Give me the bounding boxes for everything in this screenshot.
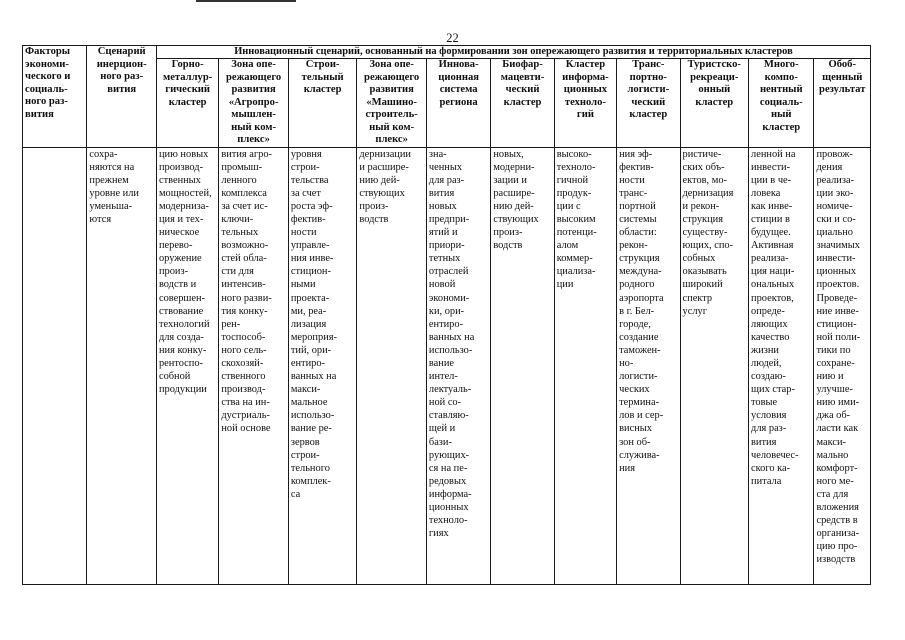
header-factors: Факторы экономи- ческого и социаль- ного раз- вития — [23, 46, 87, 148]
header-agro-industrial-zone: Зона опе- режающего развития «Агропро- мышлен- ный ком- плекс» — [219, 59, 289, 148]
header-construction-cluster: Строи- тельный кластер — [288, 59, 357, 148]
table-cell-it: высоко- техноло- гичной продук- ции с высоким потенци- алом коммер- циализа- ции — [554, 147, 616, 584]
header-machine-building-zone: Зона опе- режающего развития «Машино- строитель- ный ком- плекс» — [357, 59, 427, 148]
table-row — [23, 147, 871, 584]
top-rule — [196, 0, 296, 2]
table-cell-inertial: сохра- няются на прежнем уровне или уменьша- ются — [87, 147, 157, 584]
header-innovation-scenario: Инновационный сценарий, основанный на формировании зон опережающего развития и территориальных кластеров — [156, 46, 870, 59]
table-cell-tourism: ристиче- ских объ- ектов, мо- дернизация и рекон- струкция существу- ющих, спо- собных оказывать широкий спектр услуг — [680, 147, 749, 584]
table-cell-biopharma: новых, модерни- зации и расшире- нию дей- ствующих произ- водств — [491, 147, 554, 584]
table-cell-machine-building: дернизации и расшире- нию дей- ствующих произ- водств — [357, 147, 427, 584]
table-cell-innovation: зна- ченных для раз- вития новых предпри- ятий и приори- тетных отраслей новой экономи- ки, ори- ентиро- ванных на использо- вание интел- лектуаль- ной со- ставляю- щей и бази- рующих- ся на пе- редовых информа- ционных техноло- гиях — [426, 147, 490, 584]
table-cell-agro: вития агро- промыш- ленного комплекса за счет ис- ключи- тельных возможно- стей обла- сти для интенсив- ного разви- тия конку- рен- тоспособ- ного сель- скохозяй- ственного производ- ства на ин- дустриаль- ной основе — [219, 147, 289, 584]
header-biopharma-cluster: Биофар- мацевти- ческий кластер — [491, 59, 554, 148]
header-social-cluster: Много- компо- нентный социаль- ный кластер — [749, 59, 814, 148]
table-cell-transport: ния эф- фектив- ности транс- портной системы области: рекон- струкция междуна- родного аэропорта в г. Бел- городе, создание таможен- но- логисти- ческих термина- лов и сер- висных зон об- служива- ния — [617, 147, 680, 584]
table-cell-result: провож- дения реализа- ции эко- номиче- ски и со- циально значимых инвести- ционных проектов. Проведе- ние инве- стицион- ной поли- тики по сохране- нию и улучше- нию ими- джа об- ласти как макси- мально комфорт- ного ме- ста для вложения средств в организа- цию про- изводств — [814, 147, 871, 584]
header-transport-logistics-cluster: Транс- портно- логисти- ческий кластер — [617, 59, 680, 148]
table-cell-construction: уровня строи- тельства за счет роста эф- фектив- ности управле- ния инве- стицион- ными проекта- ми, реа- лизация мероприя- тий, ори- ентиро- ванных на макси- мальное использо- вание ре- зервов строи- тельного комплек- са — [288, 147, 357, 584]
header-generalized-result: Обоб- щенный результат — [814, 59, 871, 148]
table-cell-mining: цию новых производ- ственных мощностей, модерниза- ция и тех- ническое перево- оружение произ- водств и совершен- ствование технологий для созда- ния конку- рентоспо- собной продукции — [156, 147, 218, 584]
header-mining-metallurgical-cluster: Горно- металлур- гический кластер — [156, 59, 218, 148]
page-number: 22 — [446, 31, 459, 45]
header-tourism-recreation-cluster: Туристско- рекреаци- онный кластер — [680, 59, 749, 148]
header-it-cluster: Кластер информа- ционных техноло- гий — [554, 59, 616, 148]
scenario-table — [22, 45, 871, 585]
header-innovation-system: Иннова- ционная система региона — [426, 59, 490, 148]
table-cell-social: ленной на инвести- ции в че- ловека как инве- стиции в будущее. Активная реализа- ция наци- ональных проектов, опреде- ляющих качество жизни людей, создаю- щих стар- товые условия для раз- вития человечес- ского ка- питала — [749, 147, 814, 584]
header-inertial-scenario: Сценарий инерцион- ного раз- вития — [87, 46, 157, 148]
table-cell-factors — [23, 147, 87, 584]
